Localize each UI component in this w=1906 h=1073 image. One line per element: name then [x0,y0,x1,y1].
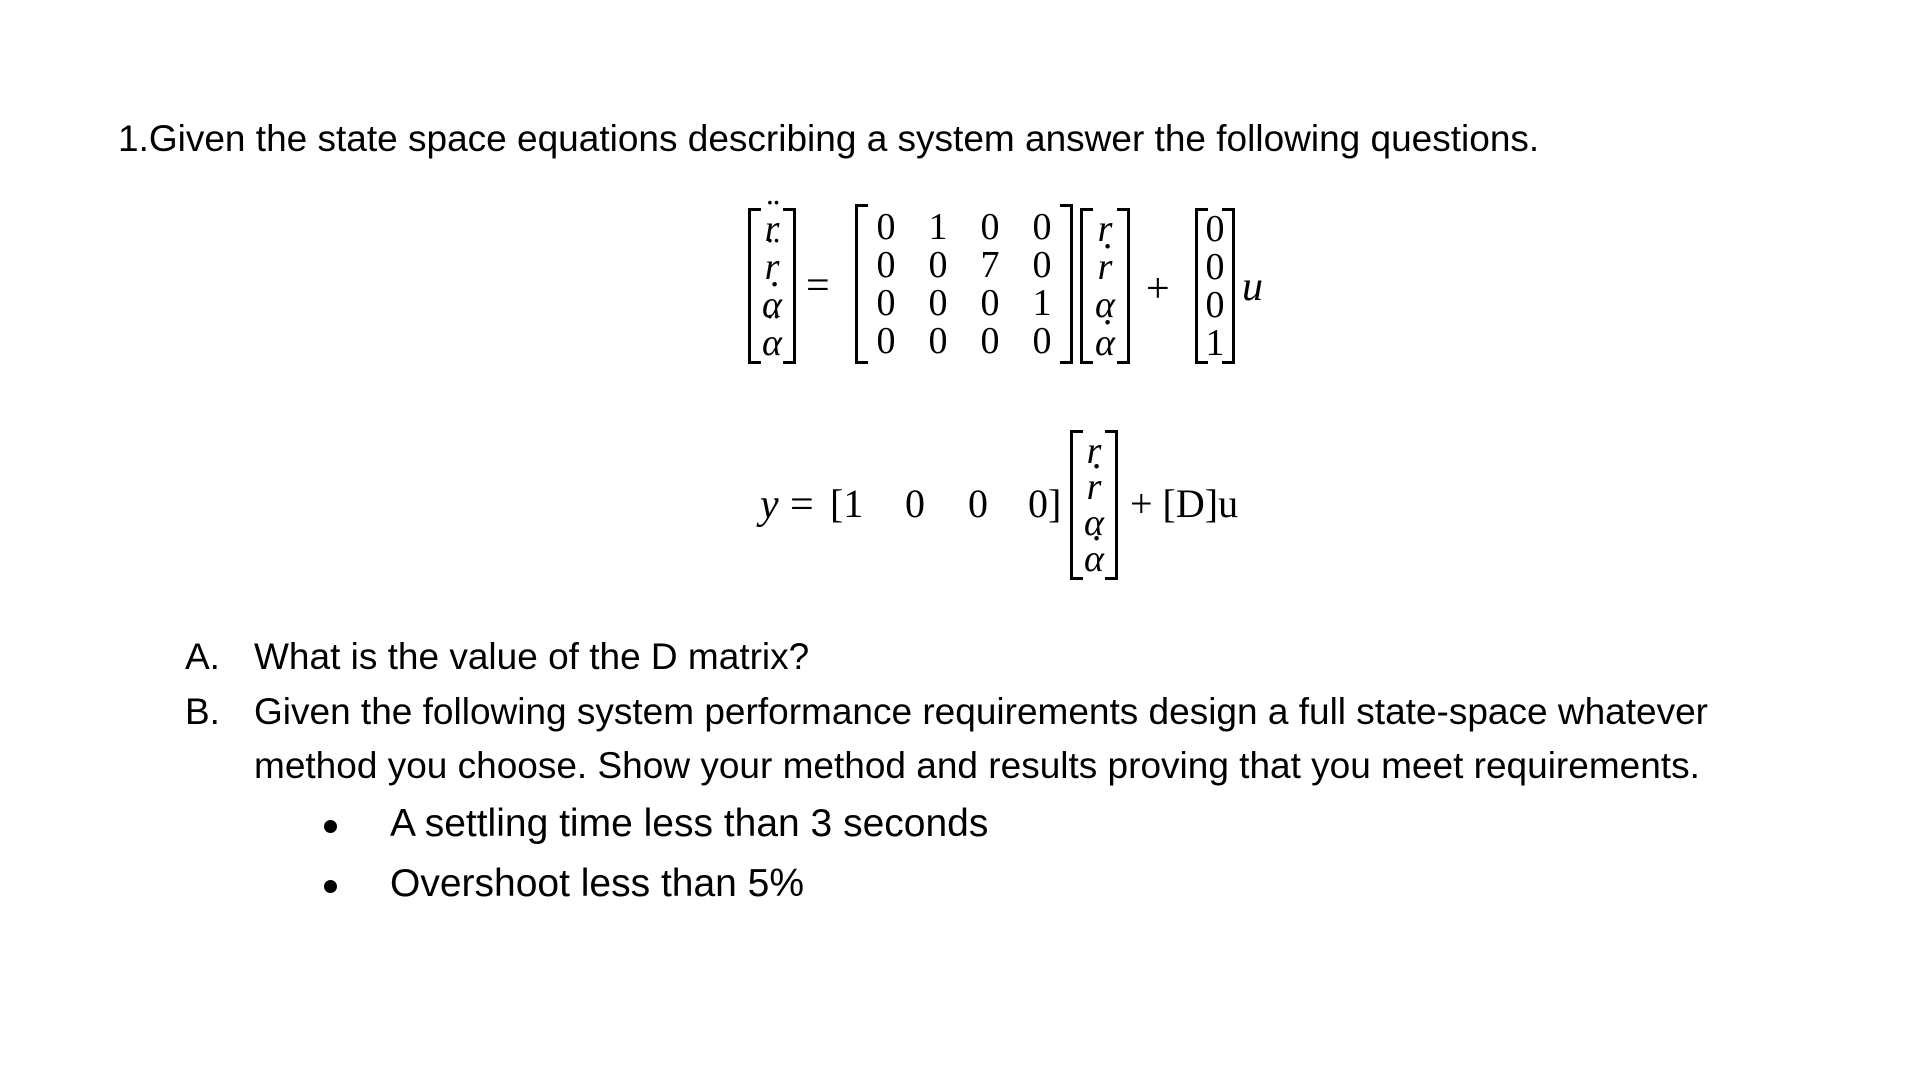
a-entry: 0 [1032,206,1052,248]
plus-sign: + [1146,266,1170,312]
requirement-item: A settling time less than 3 seconds [390,802,989,845]
state-entry: α [1095,284,1115,326]
b-entry: 0 [1205,284,1225,326]
b-entry: 0 [1205,208,1225,250]
a-entry: 0 [876,244,896,286]
a-entry: 0 [928,244,948,286]
state-entry: · r [1098,248,1113,286]
lhs-entry: ¨ α [762,324,782,362]
state-vector [1080,208,1130,364]
c-entry: 0 [905,481,925,526]
equals-sign: = [790,482,814,528]
state-entry: · α [1095,324,1115,362]
a-entry: 0 [928,320,948,362]
part-b-text: Given the following system performance requirements design a full state-space whatever [254,691,1708,732]
a-entry: 1 [1032,282,1052,324]
output-state-vector [1070,430,1118,580]
question-title: 1.Given the state space equations describing a system answer the following questions. [118,118,1540,159]
b-entry: 1 [1205,322,1225,364]
feedthrough-term: + [D]u [1130,481,1239,526]
output-y: y [760,482,779,528]
a-matrix [855,204,1073,364]
c-close: 0] [1028,481,1062,526]
bullet-icon [324,880,337,893]
a-entry: 0 [876,320,896,362]
a-entry: 7 [980,244,1000,286]
state-entry: r [1097,208,1113,250]
lhs-entry: ¨ r [765,210,780,248]
a-entry: 0 [876,206,896,248]
state-entry: r [1086,430,1102,472]
state-entry: · r [1087,468,1102,506]
a-entry: 0 [876,282,896,324]
equals-sign: = [806,263,830,309]
part-marker: B. [185,691,220,732]
a-entry: 0 [928,282,948,324]
part-a-text: What is the value of the D matrix? [254,636,810,677]
c-open: [1 [830,481,864,526]
a-entry: 0 [1032,320,1052,362]
b-vector [1195,208,1235,364]
a-entry: 0 [1032,244,1052,286]
input-u: u [1242,264,1263,310]
state-entry: α [1084,502,1104,544]
part-b-text: method you choose. Show your method and results proving that you meet requirements. [254,745,1700,786]
a-entry: 1 [928,206,948,248]
lhs-entry: ¨ r [765,248,780,286]
state-entry: · α [1084,540,1104,578]
bullet-icon [324,820,337,833]
a-entry: 0 [980,282,1000,324]
requirement-item: Overshoot less than 5% [390,862,805,905]
lhs-vector [748,208,796,364]
a-entry: 0 [980,320,1000,362]
lhs-entry: · α [762,286,782,324]
a-entry: 0 [980,206,1000,248]
b-entry: 0 [1205,246,1225,288]
c-entry: 0 [968,481,988,526]
part-marker: A. [185,636,220,677]
